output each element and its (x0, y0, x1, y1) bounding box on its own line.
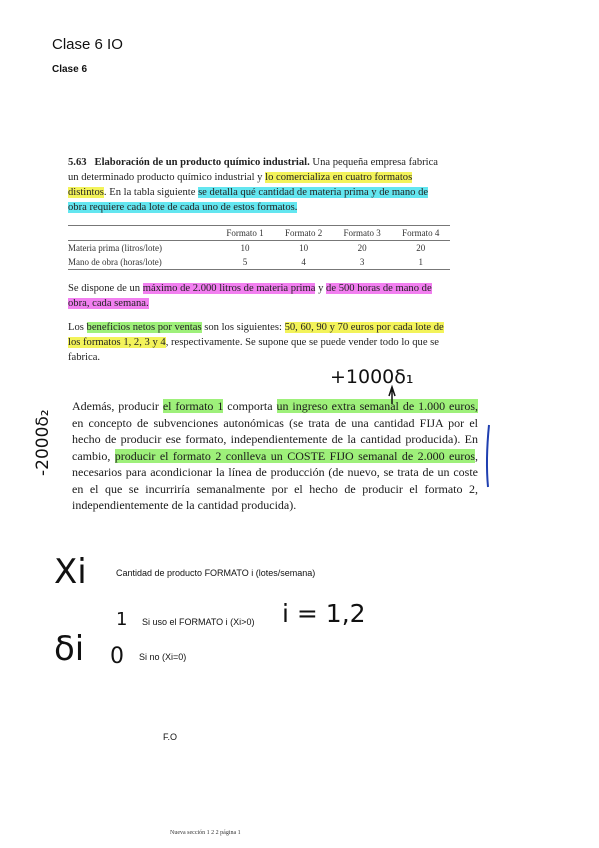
fixed-highlight-formato1: el formato 1 (162, 399, 224, 413)
table-cell: 1 (391, 255, 450, 270)
table-cell: Mano de obra (horas/lote) (68, 255, 216, 270)
fixed-highlight-ingreso: un ingreso extra semanal de 1.000 euros, (276, 399, 478, 413)
fixed-text-e: en concepto de subvenciones autonómicas (se trata de una cantidad FIJA por el hecho de producir ese formato, independientemente de la cantidad producida). En cambio, (72, 415, 478, 463)
table-cell: 3 (333, 255, 392, 270)
handwritten-zero: 0 (110, 644, 124, 669)
intro-text-a: Una pequeña empresa fabrica un determinado producto químico industrial y (68, 157, 438, 183)
table-header: Formato 3 (333, 226, 392, 241)
page-title: Clase 6 IO (52, 36, 123, 53)
resources-text-c: y (315, 283, 327, 294)
page-subtitle: Clase 6 (52, 64, 88, 75)
table-header: Formato 4 (391, 226, 450, 241)
table-header: Formato 1 (216, 226, 275, 241)
resources-highlight-materia: máximo de 2.000 litros de materia prima (142, 283, 316, 294)
delta-zero-description: Si no (Xi=0) (139, 652, 187, 662)
intro-highlight-requirements: se detalla qué cantidad de materia prima y de mano de obra requiere cada lote de cada uno de estos formatos. (68, 187, 429, 213)
benefits-highlight-label: beneficios netos por ventas (86, 322, 202, 333)
table-cell: 10 (240, 243, 250, 253)
benefits-text-e: , respectivamente. Se supone que se puede vender todo lo que se fabrica. (68, 337, 439, 363)
intro-text-c: . En la tabla siguiente (103, 187, 199, 198)
fixed-text-g: , necesarios para acondicionar la línea de producción (de nuevo, se trata de un coste en el que se incurriría semanalmente por el hecho de producir el formato 2, independientemente de la cantidad producida). (72, 448, 478, 512)
problem-number: 5.63 (68, 157, 87, 168)
fixed-text-a: Además, producir (72, 399, 163, 413)
handwritten-minus-2000-delta2: -2000δ₂ (33, 409, 53, 476)
table-cell: 10 (299, 243, 309, 253)
handwritten-plus-1000-delta1: +1000δ₁ (330, 366, 414, 388)
objective-function-label: F.O (163, 732, 178, 742)
benefits-text-c: son los siguientes: (201, 322, 285, 333)
handwritten-one: 1 (116, 609, 128, 630)
resources-text-a: Se dispone de un (68, 283, 143, 294)
xi-description: Cantidad de producto FORMATO i (lotes/semana) (116, 568, 316, 578)
handwritten-index-range: i = 1,2 (282, 599, 366, 628)
resources-highlight-horas: de 500 horas de mano de obra, cada semana. (68, 283, 432, 309)
handwritten-arrow-up (389, 387, 395, 404)
table-cell: 5 (216, 255, 275, 270)
delta-one-description: Si uso el FORMATO i (Xi>0) (142, 617, 255, 627)
table-cell: 4 (274, 255, 333, 270)
benefits-text-a: Los (68, 322, 87, 333)
fixed-highlight-coste: producir el formato 2 conlleva un COSTE FIJO semanal de 2.000 euros (114, 448, 475, 463)
table-cell: 20 (357, 243, 367, 253)
problem-title: Elaboración de un producto químico industrial. (94, 157, 310, 168)
table-header: Formato 2 (274, 226, 333, 241)
page-footer: Nueva sección 1 2 2 página 1 (170, 830, 241, 836)
table-cell: 20 (416, 243, 426, 253)
benefits-highlight-values: 50, 60, 90 y 70 euros por cada lote de los formatos 1, 2, 3 y 4 (68, 322, 444, 348)
handwritten-xi: Xi (54, 552, 87, 592)
margin-bracket-mark (487, 425, 489, 487)
intro-highlight-formats: lo comercializa en cuatro formatos distintos (68, 172, 413, 198)
handwritten-delta-i: δi (54, 629, 85, 669)
table-cell: Materia prima (litros/lote) (68, 243, 162, 253)
fixed-text-c: comporta (223, 399, 277, 413)
